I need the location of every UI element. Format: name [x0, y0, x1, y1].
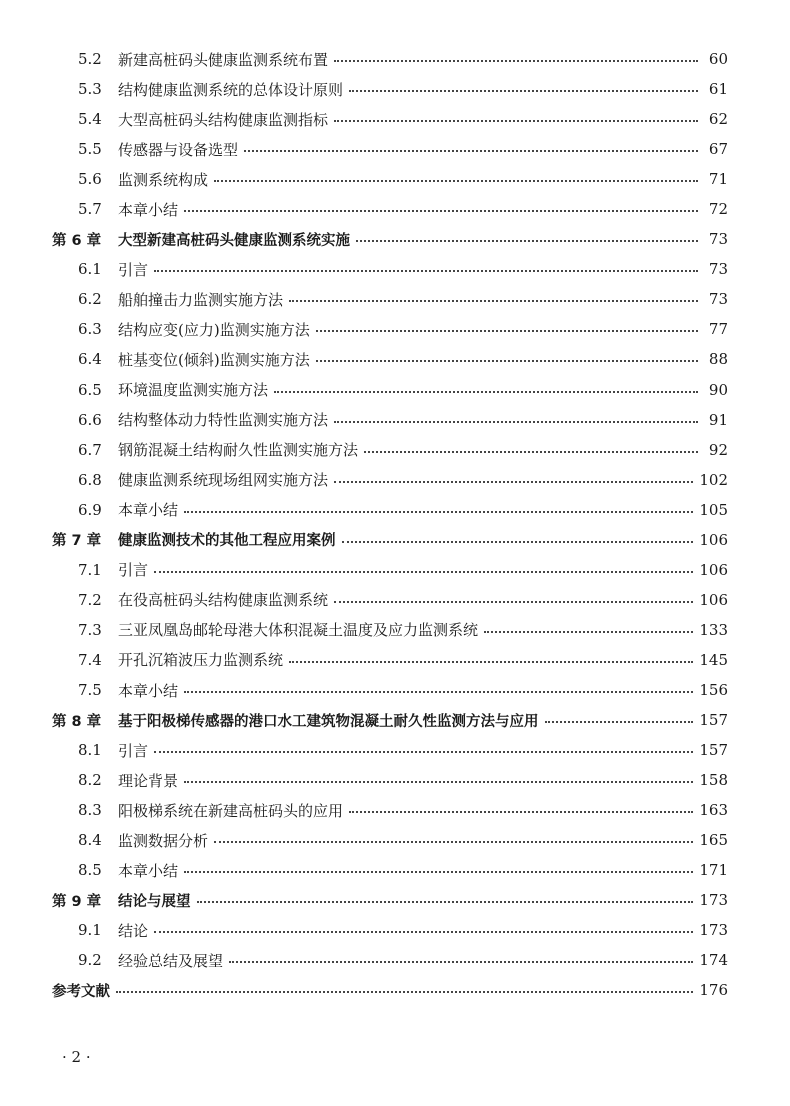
toc-entry-page: 92: [708, 440, 728, 459]
toc-entry[interactable]: [0, 675, 790, 705]
toc-entry-page: 157: [699, 741, 728, 760]
table-of-contents: [0, 44, 790, 1006]
toc-entry-page: 73: [708, 290, 728, 309]
toc-entry[interactable]: [0, 405, 790, 435]
toc-entry-page: 105: [699, 500, 728, 519]
toc-entry-title: 健康监测系统现场组网实施方法: [118, 471, 329, 490]
toc-entry-number: 5.2: [78, 50, 102, 69]
toc-entry-title: 本章小结: [118, 501, 179, 520]
toc-entry-title: 三亚凤凰岛邮轮母港大体积混凝土温度及应力监测系统: [118, 621, 479, 640]
toc-entry-number: 8.2: [78, 771, 102, 790]
toc-leader-dots: [274, 391, 698, 393]
toc-entry-title: 阳极梯系统在新建高桩码头的应用: [118, 801, 344, 820]
toc-entry[interactable]: [0, 344, 790, 374]
toc-leader-dots: [184, 691, 693, 693]
toc-entry-title: 经验总结及展望: [118, 951, 224, 970]
toc-leader-dots: [229, 961, 693, 963]
toc-leader-dots: [184, 210, 698, 212]
toc-entry-page: 106: [699, 590, 728, 609]
toc-entry-page: 91: [708, 410, 728, 429]
toc-chapter-entry[interactable]: [0, 705, 790, 735]
toc-entry-title: 理论背景: [118, 771, 179, 790]
toc-entry[interactable]: [0, 555, 790, 585]
toc-entry[interactable]: [0, 314, 790, 344]
toc-entry-number: 6.2: [78, 290, 102, 309]
toc-entry-page: 133: [699, 620, 728, 639]
toc-entry[interactable]: [0, 825, 790, 855]
toc-entry-page: 106: [699, 530, 728, 549]
toc-entry-title: 基于阳极梯传感器的港口水工建筑物混凝土耐久性监测方法与应用: [118, 713, 539, 730]
toc-entry-title: 结构健康监测系统的总体设计原则: [118, 80, 344, 99]
toc-leader-dots: [154, 931, 693, 933]
toc-entry-page: 156: [699, 681, 728, 699]
toc-entry-page: 102: [699, 470, 728, 489]
toc-entry-title: 桩基变位(倾斜)监测实施方法: [118, 350, 310, 369]
toc-entry-title: 参考文献: [52, 983, 110, 1000]
toc-entry-title: 监测数据分析: [118, 831, 209, 850]
toc-entry-title: 结论与展望: [118, 893, 191, 910]
toc-entry[interactable]: [0, 795, 790, 825]
toc-leader-dots: [214, 180, 698, 182]
toc-entry-number: 7.4: [78, 650, 102, 669]
toc-entry[interactable]: [0, 44, 790, 74]
toc-entry-number: 6.5: [78, 380, 102, 399]
toc-entry-title: 引言: [118, 561, 149, 580]
toc-leader-dots: [214, 841, 693, 843]
toc-leader-dots: [349, 811, 693, 813]
toc-entry-page: 174: [699, 951, 728, 970]
toc-entry-number: 6.1: [78, 260, 102, 279]
toc-leader-dots: [154, 751, 693, 753]
toc-entry[interactable]: [0, 735, 790, 765]
toc-entry[interactable]: [0, 254, 790, 284]
toc-leader-dots: [349, 90, 698, 92]
toc-leader-dots: [334, 481, 693, 483]
toc-leader-dots: [334, 601, 693, 603]
toc-leader-dots: [356, 240, 698, 242]
toc-entry-number: 8.4: [78, 831, 102, 850]
toc-entry[interactable]: [0, 855, 790, 885]
toc-entry-page: 73: [708, 260, 728, 279]
toc-entry[interactable]: [0, 164, 790, 194]
toc-entry-page: 176: [699, 981, 728, 1000]
toc-entry-page: 171: [699, 861, 728, 880]
toc-entry[interactable]: [0, 945, 790, 975]
toc-entry-page: 106: [699, 560, 728, 579]
toc-entry-page: 62: [708, 110, 728, 129]
toc-entry-number: 5.3: [78, 80, 102, 99]
toc-entry-number: 8.3: [78, 801, 102, 820]
toc-entry-number: 6.8: [78, 470, 102, 489]
toc-entry-title: 船舶撞击力监测实施方法: [118, 290, 284, 309]
toc-entry-title: 本章小结: [118, 200, 179, 219]
toc-leader-dots: [184, 781, 693, 783]
toc-entry-number: 8.1: [78, 741, 102, 760]
toc-leader-dots: [334, 60, 698, 62]
toc-entry-number: 6.4: [78, 350, 102, 369]
toc-chapter-entry[interactable]: [0, 885, 790, 915]
toc-leader-dots: [316, 330, 698, 332]
toc-entry-number: 7.5: [78, 681, 102, 699]
toc-entry-title: 结构应变(应力)监测实施方法: [118, 320, 310, 339]
toc-leader-dots: [316, 360, 698, 362]
toc-entry-number: 第 8 章: [52, 713, 102, 730]
toc-entry[interactable]: [0, 134, 790, 164]
toc-entry-number: 5.4: [78, 110, 102, 129]
toc-entry[interactable]: [0, 74, 790, 104]
toc-leader-dots: [289, 300, 698, 302]
toc-entry-number: 9.2: [78, 951, 102, 970]
toc-leader-dots: [289, 661, 693, 663]
toc-leader-dots: [364, 451, 698, 453]
toc-entry-number: 7.2: [78, 590, 102, 609]
toc-entry-page: 72: [708, 200, 728, 219]
toc-entry-page: 67: [708, 140, 728, 159]
toc-leader-dots: [545, 721, 694, 723]
toc-leader-dots: [184, 511, 693, 513]
toc-entry[interactable]: [0, 435, 790, 465]
toc-entry-page: 77: [708, 320, 728, 339]
toc-entry-page: 158: [699, 771, 728, 790]
toc-entry-page: 173: [699, 921, 728, 940]
toc-entry-title: 结论: [118, 921, 149, 940]
toc-entry-number: 6.7: [78, 440, 102, 459]
toc-entry-number: 第 6 章: [52, 232, 102, 249]
toc-entry-page: 73: [708, 230, 728, 249]
toc-leader-dots: [334, 421, 698, 423]
toc-entry-page: 145: [699, 650, 728, 669]
toc-entry-page: 88: [708, 350, 728, 369]
toc-entry[interactable]: [0, 375, 790, 405]
toc-entry-title: 大型高桩码头结构健康监测指标: [118, 110, 329, 129]
toc-leader-dots: [342, 541, 694, 543]
toc-entry-page: 90: [708, 380, 728, 399]
toc-entry-title: 在役高桩码头结构健康监测系统: [118, 591, 329, 610]
toc-entry-title: 钢筋混凝土结构耐久性监测实施方法: [118, 441, 359, 460]
toc-entry-page: 60: [708, 50, 728, 69]
toc-entry-number: 5.6: [78, 170, 102, 189]
toc-leader-dots: [334, 120, 698, 122]
toc-entry[interactable]: [0, 284, 790, 314]
toc-entry-title: 新建高桩码头健康监测系统布置: [118, 50, 329, 69]
toc-entry-title: 引言: [118, 741, 149, 760]
toc-entry-title: 开孔沉箱波压力监测系统: [118, 651, 284, 670]
toc-entry-number: 6.3: [78, 320, 102, 339]
toc-entry-number: 9.1: [78, 921, 102, 940]
toc-leader-dots: [154, 270, 698, 272]
toc-entry[interactable]: [0, 975, 790, 1005]
toc-entry[interactable]: [0, 915, 790, 945]
toc-entry-title: 传感器与设备选型: [118, 140, 239, 159]
toc-entry-title: 结构整体动力特性监测实施方法: [118, 411, 329, 430]
toc-entry[interactable]: [0, 465, 790, 495]
toc-entry-title: 监测系统构成: [118, 170, 209, 189]
toc-leader-dots: [184, 871, 693, 873]
toc-entry-number: 5.7: [78, 200, 102, 219]
toc-entry-page: 173: [699, 891, 728, 910]
toc-entry-number: 7.3: [78, 620, 102, 639]
toc-entry-title: 引言: [118, 260, 149, 279]
toc-leader-dots: [197, 901, 694, 903]
toc-entry-page: 163: [699, 801, 728, 820]
toc-entry-number: 6.9: [78, 500, 102, 519]
toc-entry[interactable]: [0, 194, 790, 224]
toc-entry-title: 本章小结: [118, 861, 179, 880]
page-number: · 2 ·: [62, 1048, 91, 1066]
toc-leader-dots: [154, 571, 693, 573]
toc-leader-dots: [244, 150, 698, 152]
toc-entry[interactable]: [0, 495, 790, 525]
toc-entry-page: 61: [708, 80, 728, 99]
toc-entry[interactable]: [0, 765, 790, 795]
toc-entry-number: 第 9 章: [52, 893, 102, 910]
toc-entry[interactable]: [0, 615, 790, 645]
toc-entry-title: 健康监测技术的其他工程应用案例: [118, 533, 336, 550]
toc-entry-page: 71: [708, 170, 728, 189]
toc-entry-number: 8.5: [78, 861, 102, 880]
toc-entry-number: 7.1: [78, 560, 102, 579]
toc-entry[interactable]: [0, 104, 790, 134]
toc-entry-number: 6.6: [78, 410, 102, 429]
toc-entry-number: 5.5: [78, 140, 102, 159]
toc-entry[interactable]: [0, 645, 790, 675]
toc-entry-page: 165: [699, 831, 728, 850]
toc-chapter-entry[interactable]: [0, 224, 790, 254]
toc-leader-dots: [116, 991, 693, 993]
toc-entry-title: 本章小结: [118, 681, 179, 700]
toc-chapter-entry[interactable]: [0, 525, 790, 555]
toc-entry-number: 第 7 章: [52, 533, 102, 550]
toc-leader-dots: [484, 631, 693, 633]
toc-entry-title: 大型新建高桩码头健康监测系统实施: [118, 232, 350, 249]
toc-entry-title: 环境温度监测实施方法: [118, 381, 269, 400]
toc-entry-page: 157: [699, 711, 728, 730]
toc-entry[interactable]: [0, 585, 790, 615]
